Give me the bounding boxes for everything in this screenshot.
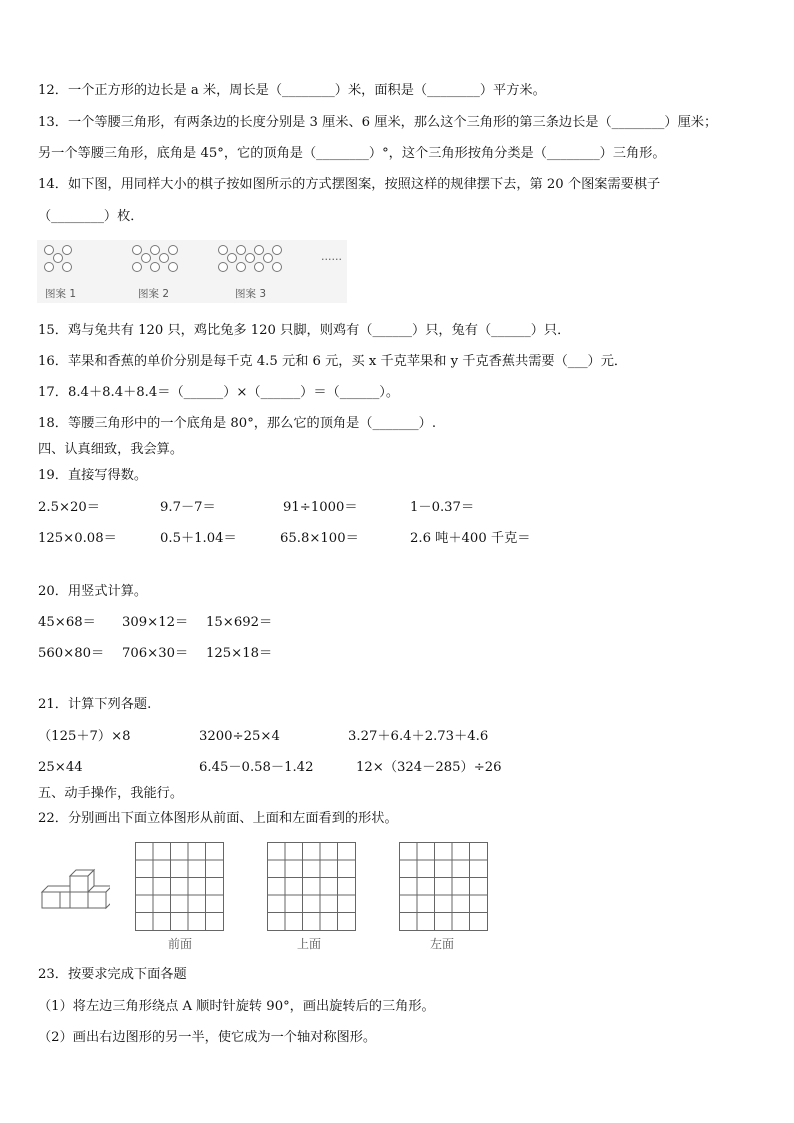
question-23-part-2: （2）画出右边图形的另一半，使它成为一个轴对称图形。 (38, 1030, 377, 1045)
q21-item: 6.45－0.58－1.42 (199, 760, 314, 775)
pattern-label-2: 图案 2 (138, 288, 170, 300)
q21-item: （125＋7）×8 (38, 729, 131, 744)
question-22: 22．分别画出下面立体图形从前面、上面和左面看到的形状。 (38, 811, 398, 826)
q19-item: 65.8×100＝ (280, 531, 359, 546)
grid-left-lines (399, 842, 489, 932)
pattern-ellipsis: …… (321, 251, 342, 263)
pattern-label-1: 图案 1 (45, 288, 77, 300)
q21-item: 3200÷25×4 (199, 729, 280, 744)
section-5-heading: 五、动手操作，我能行。 (38, 786, 184, 801)
question-21-title: 21．计算下列各题. (38, 697, 152, 712)
section-4-heading: 四、认真细致，我会算。 (38, 442, 184, 457)
q19-item: 91÷1000＝ (283, 500, 358, 515)
q19-item: 1－0.37＝ (410, 500, 475, 515)
q19-item: 0.5＋1.04＝ (160, 531, 237, 546)
grid-top[interactable] (267, 842, 357, 936)
question-23: 23．按要求完成下面各题 (38, 967, 187, 982)
cube-drawing (40, 860, 110, 912)
q19-item: 2.6 吨＋400 千克＝ (410, 531, 531, 546)
q20-item: 309×12＝ (122, 615, 189, 630)
grid-left[interactable] (399, 842, 489, 936)
grid-top-lines (267, 842, 357, 932)
question-18: 18．等腰三角形中的一个底角是 80°，那么它的顶角是（_______）. (38, 416, 437, 431)
cube-solid-figure (40, 860, 110, 912)
question-14-line-2: （________）枚． (38, 209, 144, 224)
question-19-title: 19．直接写得数。 (38, 468, 148, 483)
q21-item: 12×（324－285）÷26 (356, 760, 502, 775)
q21-item: 25×44 (38, 760, 83, 775)
q19-item: 125×0.08＝ (38, 531, 117, 546)
q19-item: 9.7－7＝ (160, 500, 216, 515)
q20-item: 45×68＝ (38, 615, 96, 630)
question-13-line-2: 另一个等腰三角形，底角是 45°，它的顶角是（________）°，这个三角形按角分类是（________）三角形。 (38, 146, 666, 161)
q19-item: 2.5×20＝ (38, 500, 100, 515)
question-12: 12．一个正方形的边长是 a 米，周长是（________）米，面积是（________）平方米。 (38, 83, 546, 98)
grid-front-lines (135, 842, 225, 932)
q21-item: 3.27＋6.4＋2.73＋4.6 (348, 729, 489, 744)
question-23-part-1: （1）将左边三角形绕点 A 顺时针旋转 90°，画出旋转后的三角形。 (38, 999, 435, 1014)
grid-front[interactable] (135, 842, 225, 936)
question-14-line-1: 14．如下图，用同样大小的棋子按如图所示的方式摆图案，按照这样的规律摆下去，第 20 个图案需要棋子 (38, 177, 661, 192)
q20-item: 15×692＝ (206, 615, 273, 630)
question-17: 17．8.4＋8.4＋8.4＝（______）×（______）＝（______）。 (38, 385, 400, 400)
question-16: 16．苹果和香蕉的单价分别是每千克 4.5 元和 6 元，买 x 千克苹果和 y 千克香蕉共需要（___）元． (38, 354, 628, 369)
question-15: 15．鸡与兔共有 120 只，鸡比兔多 120 只脚，则鸡有（______）只，兔有（______）只． (38, 323, 571, 338)
q20-item: 560×80＝ (38, 646, 105, 661)
pattern-circles (37, 240, 347, 303)
grid-front-label: 前面 (167, 937, 192, 951)
pattern-label-3: 图案 3 (235, 288, 267, 300)
grid-top-label: 上面 (296, 937, 321, 951)
q20-item: 125×18＝ (206, 646, 273, 661)
q20-item: 706×30＝ (122, 646, 189, 661)
question-13-line-1: 13．一个等腰三角形，有两条边的长度分别是 3 厘米、6 厘米，那么这个三角形的第三条边长是（________）厘米； (38, 115, 718, 130)
grid-left-label: 左面 (429, 937, 454, 951)
question-20-title: 20．用竖式计算。 (38, 584, 148, 599)
chess-pattern-figure (37, 240, 347, 303)
